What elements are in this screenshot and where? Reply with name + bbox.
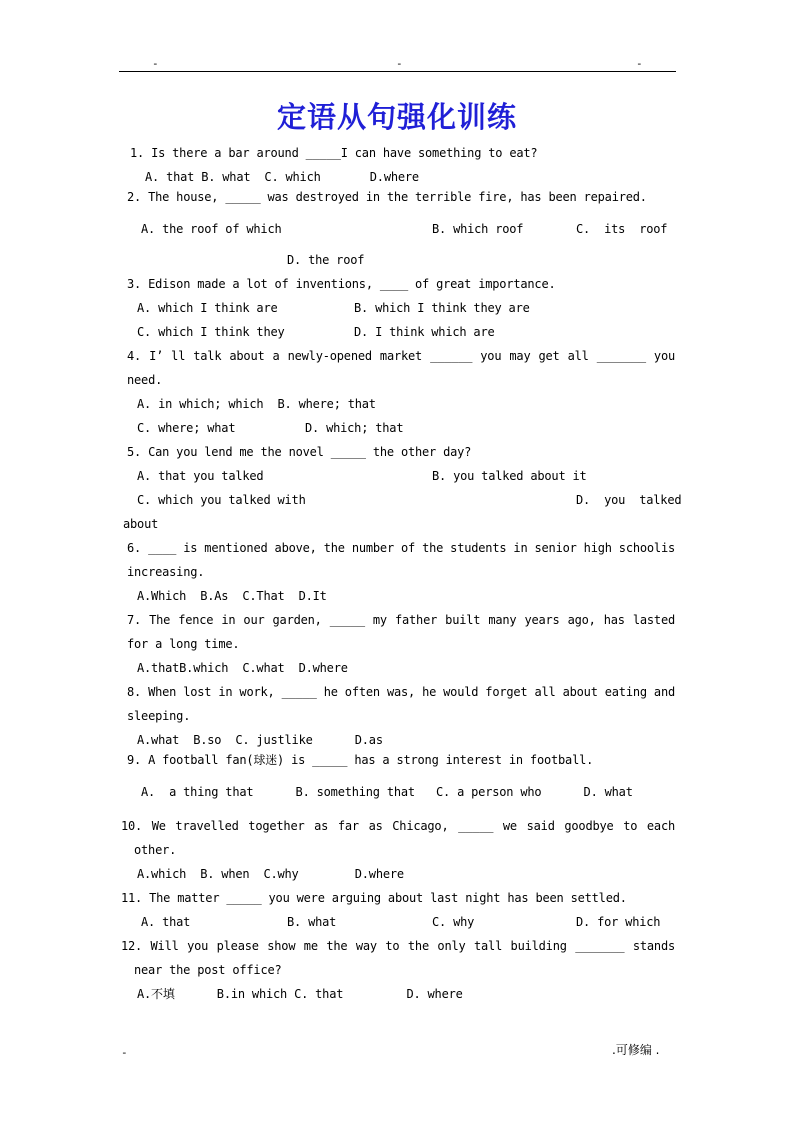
text-line: C. its roof: [576, 222, 668, 236]
header-mark-right: -: [636, 57, 643, 70]
text-line: 11. The matter _____ you were arguing about last night has been settled.: [121, 891, 627, 905]
text-line: 8. When lost in work, _____ he often was, he would forget all about eating and: [127, 685, 675, 699]
text-line: B. which roof: [432, 222, 524, 236]
text-line: 4. I’ ll talk about a newly-opened market ______ you may get all _______ you: [127, 349, 675, 363]
text-line: A. a thing that B. something that C. a person who D. what: [141, 785, 633, 799]
text-line: A.which B. when C.why D.where: [137, 867, 404, 881]
text-line: D. I think which are: [354, 325, 495, 339]
text-line: D. the roof: [287, 253, 365, 267]
text-line: A. which I think are: [137, 301, 278, 315]
text-line: D. which; that: [305, 421, 404, 435]
text-line: near the post office?: [134, 963, 282, 977]
text-line: about: [123, 517, 159, 531]
text-line: other.: [134, 843, 177, 857]
footer-editable-note: .可修编 .: [612, 1043, 660, 1057]
text-line: B. you talked about it: [432, 469, 587, 483]
text-line: C. why: [432, 915, 475, 929]
text-line: D. for which: [576, 915, 661, 929]
text-line: A. that you talked: [137, 469, 264, 483]
text-line: A. that B. what C. which D.where: [145, 170, 419, 184]
text-line: A.不填 B.in which C. that D. where: [137, 987, 463, 1001]
text-line: 12. Will you please show me the way to the only tall building _______ stands: [121, 939, 675, 953]
text-line: A. the roof of which: [141, 222, 282, 236]
header-mark-left: -: [152, 57, 159, 70]
text-line: C. which you talked with: [137, 493, 306, 507]
page-title: 定语从句强化训练: [276, 100, 517, 134]
text-line: 7. The fence in our garden, _____ my father built many years ago, has lasted: [127, 613, 675, 627]
text-line: need.: [127, 373, 163, 387]
text-line: increasing.: [127, 565, 205, 579]
text-line: C. where; what: [137, 421, 236, 435]
text-line: 1. Is there a bar around _____I can have something to eat?: [130, 146, 538, 160]
text-line: 9. A football fan(球迷) is _____ has a strong interest in football.: [127, 753, 594, 767]
text-line: sleeping.: [127, 709, 191, 723]
text-line: 10. We travelled together as far as Chicago, _____ we said goodbye to each: [121, 819, 675, 833]
text-line: 5. Can you lend me the novel _____ the other day?: [127, 445, 472, 459]
text-line: B. what: [287, 915, 337, 929]
text-line: C. which I think they: [137, 325, 285, 339]
text-line: B. which I think they are: [354, 301, 530, 315]
text-line: A.thatB.which C.what D.where: [137, 661, 348, 675]
text-line: A. in which; which B. where; that: [137, 397, 376, 411]
text-line: A.what B.so C. justlike D.as: [137, 733, 383, 747]
text-line: A. that: [141, 915, 191, 929]
text-line: A.Which B.As C.That D.It: [137, 589, 327, 603]
text-line: 6. ____ is mentioned above, the number of the students in senior high schoolis: [127, 541, 675, 555]
footer-mark-left: -: [121, 1046, 128, 1059]
text-line: for a long time.: [127, 637, 240, 651]
text-line: D. you talked: [576, 493, 682, 507]
header-rule: [119, 71, 676, 72]
header-mark-center: -: [396, 57, 403, 70]
text-line: 2. The house, _____ was destroyed in the terrible fire, has been repaired.: [127, 190, 647, 204]
text-line: 3. Edison made a lot of inventions, ____ of great importance.: [127, 277, 556, 291]
